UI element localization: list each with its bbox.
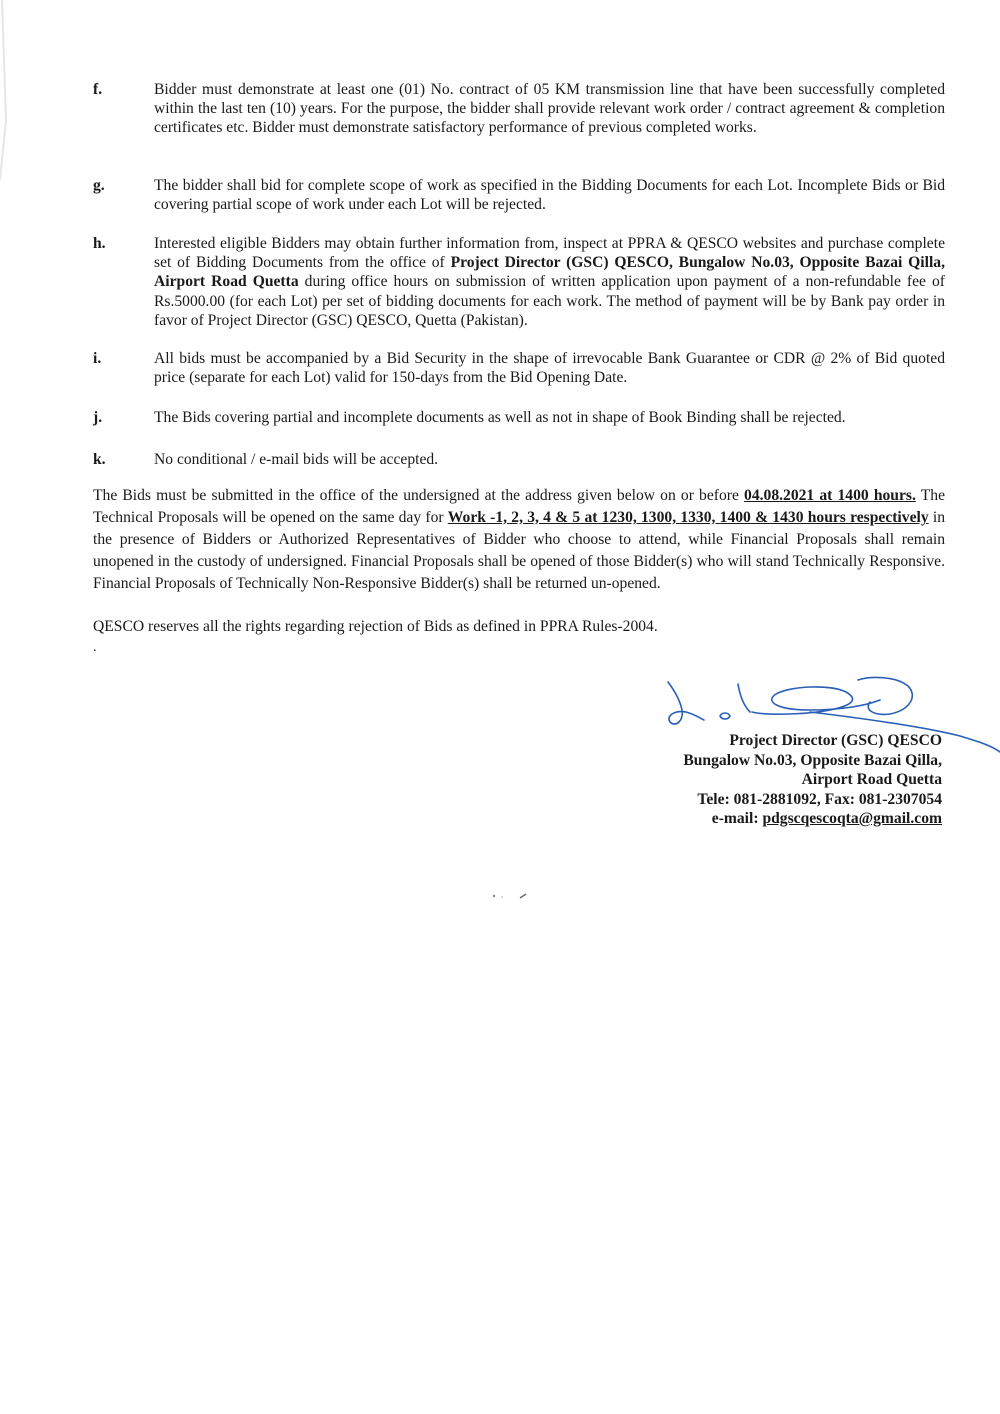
stray-dot: . bbox=[93, 640, 97, 655]
email-label: e-mail: bbox=[711, 810, 759, 827]
clause-text-part: during office hours on submission of written application upon payment of a non-refundable fee of Rs.5000.00 (for each Lot) per set of bidding documents for each work. The method of payment will be by Bank pay order in favor of Project Director (GSC) QESCO, Quetta (Pakistan). bbox=[154, 273, 945, 329]
clause-f bbox=[93, 80, 945, 138]
clause-text: All bids must be accompanied by a Bid Security in the shape of irrevocable Bank Guarantee or CDR @ 2% of Bid quoted price (separate for each Lot) valid for 150-days from the Bid Opening Date. bbox=[154, 350, 945, 387]
clause-text: No conditional / e-mail bids will be accepted. bbox=[154, 451, 439, 468]
paragraph-text: in the presence of Bidders or Authorized Representatives of Bidder who choose to attend, while Financial Proposals shall remain unopened in the custody of undersigned. Financial Proposals shall be opened of those Bidder(s) who will stand Technically Responsive. Financial Proposals of Technically Non-Responsive Bidder(s) shall be returned un-opened. bbox=[93, 509, 945, 592]
clause-i bbox=[93, 349, 945, 387]
clause-letter: i. bbox=[93, 350, 102, 367]
clause-g bbox=[93, 176, 945, 214]
signatory-address-line: Airport Road Quetta bbox=[801, 771, 942, 788]
office-address-bold: Project Director (GSC) QESCO, Bungalow No.03, Opposite Bazai Qilla, Airport Road Quetta bbox=[154, 254, 945, 291]
signatory-title: Project Director (GSC) QESCO bbox=[729, 732, 942, 749]
clause-k bbox=[93, 450, 945, 469]
paragraph-text: The Technical Proposals will be opened on the same day for bbox=[93, 487, 945, 526]
opening-schedule: Work -1, 2, 3, 4 & 5 at 1230, 1300, 1330, 1400 & 1430 hours respectively bbox=[447, 509, 929, 526]
signatory-email-line bbox=[683, 809, 942, 829]
submission-paragraph bbox=[93, 485, 945, 595]
submission-deadline: 04.08.2021 at 1400 hours. bbox=[744, 487, 916, 504]
clause-h bbox=[93, 234, 945, 330]
clause-text: The Bids covering partial and incomplete documents as well as not in shape of Book Binding shall be rejected. bbox=[154, 409, 846, 426]
scan-edge-mark bbox=[0, 0, 40, 200]
clause-text: Bidder must demonstrate at least one (01) No. contract of 05 KM transmission line that have been successfully completed within the last ten (10) years. For the purpose, the bidder shall provide relevant work order / contract agreement & completion certificates etc. Bidder must demonstrate satisfactory performance of previous completed works. bbox=[154, 81, 945, 137]
reservation-paragraph: QESCO reserves all the rights regarding rejection of Bids as defined in PPRA Rules-2004. bbox=[93, 618, 658, 635]
clause-text: The bidder shall bid for complete scope of work as specified in the Bidding Documents for each Lot. Incomplete Bids or Bid covering partial scope of work under each Lot will be rejected. bbox=[154, 177, 945, 214]
clause-letter: f. bbox=[93, 81, 103, 98]
clause-letter: k. bbox=[93, 451, 106, 468]
signatory-address-line: Bungalow No.03, Opposite Bazai Qilla, bbox=[683, 751, 942, 769]
scan-speck bbox=[490, 890, 530, 902]
email-link[interactable]: pdgscqescoqta@gmail.com bbox=[762, 810, 942, 827]
clause-text bbox=[154, 234, 945, 330]
signatory-phones: Tele: 081-2881092, Fax: 081-2307054 bbox=[697, 790, 942, 808]
clause-text-part: Interested eligible Bidders may obtain further information from, inspect at PPRA & QESCO websites and purchase complete set of Bidding Documents from the office of bbox=[154, 235, 945, 272]
signature-block bbox=[683, 731, 942, 829]
clause-j bbox=[93, 408, 945, 427]
clause-letter: g. bbox=[93, 177, 105, 194]
clause-letter: h. bbox=[93, 235, 106, 252]
paragraph-text: The Bids must be submitted in the office of the undersigned at the address given below on or before bbox=[93, 487, 745, 504]
clause-letter: j. bbox=[93, 409, 103, 426]
